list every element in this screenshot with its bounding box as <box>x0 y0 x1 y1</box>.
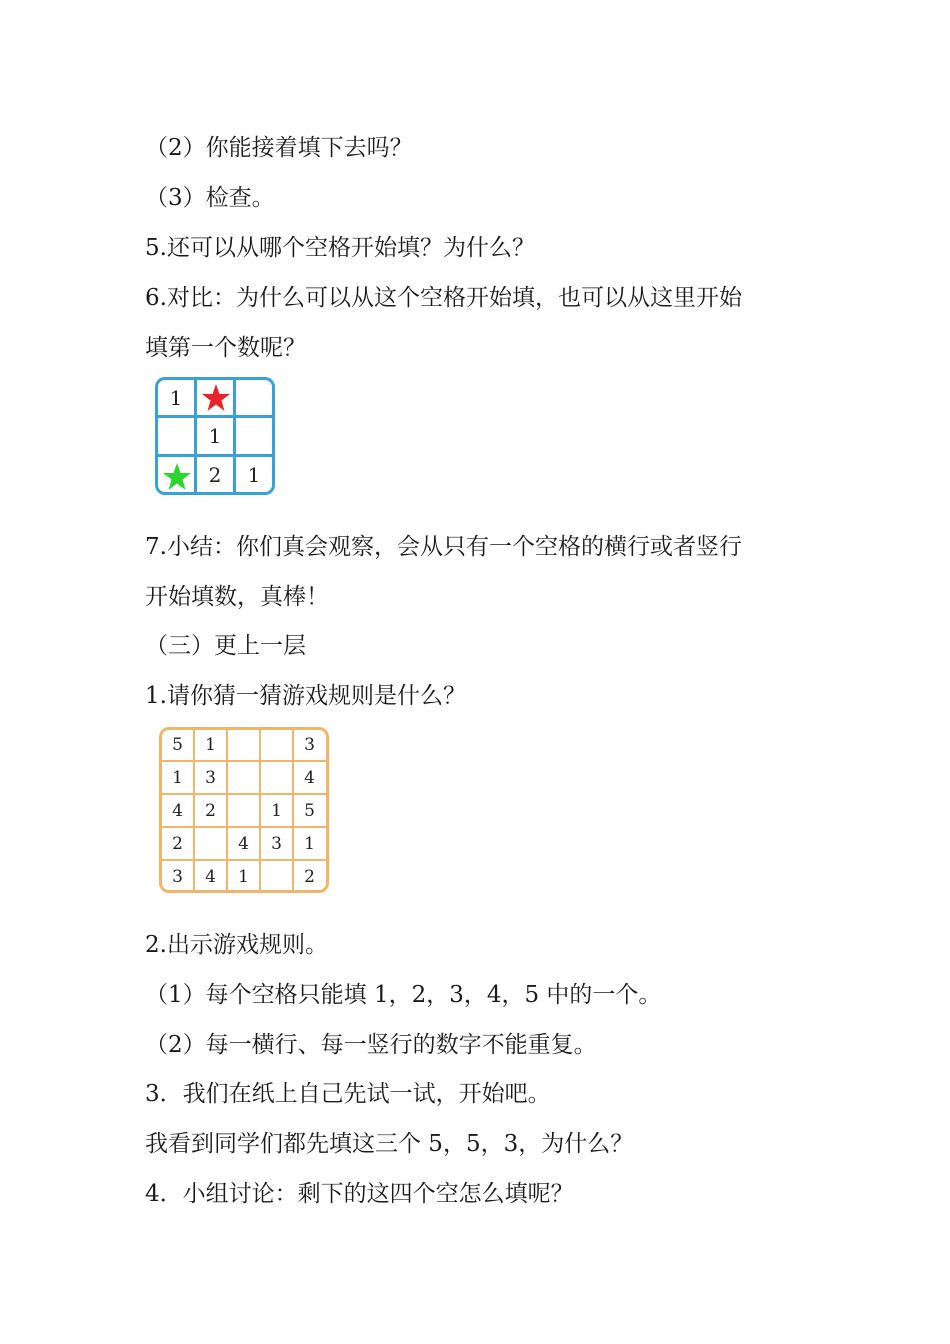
grid-5x5-cell <box>227 761 260 794</box>
grid-5x5-cell: 1 <box>304 833 315 854</box>
grid-5x5-cell: 1 <box>205 734 216 755</box>
grid-5x5-cell: 2 <box>205 800 216 821</box>
grid-5x5-cell: 2 <box>304 866 315 887</box>
grid-5x5-cell <box>227 728 260 761</box>
grid-3x3-cell: 1 <box>169 386 183 410</box>
grid-5x5-cell: 3 <box>205 767 216 788</box>
line-9: 1.请你猜一猜游戏规则是什么？ <box>145 683 466 709</box>
grid-5x5-cell: 1 <box>238 866 249 887</box>
grid-5x5-cell: 4 <box>172 800 183 821</box>
grid-5x5-cell: 4 <box>304 767 315 788</box>
line-5: 填第一个数呢？ <box>145 335 306 361</box>
grid-5x5-cell: 3 <box>304 734 315 755</box>
grid-5x5-cell <box>227 794 260 827</box>
grid-3x3-cell <box>157 417 195 455</box>
grid-5x5-cell: 1 <box>271 800 282 821</box>
line-3: 5.还可以从哪个空格开始填？为什么？ <box>145 235 535 261</box>
grid-5x5-cell <box>260 728 293 761</box>
line-8: （三）更上一层 <box>145 633 306 659</box>
grid-5x5-cell: 1 <box>172 767 183 788</box>
grid-3x3-cell <box>235 379 273 417</box>
grid-3x3-cell: 2 <box>208 463 222 487</box>
line-7: 开始填数，真棒！ <box>145 584 329 610</box>
grid-5x5-cell: 3 <box>172 866 183 887</box>
grid-5x5-cell: 5 <box>172 734 183 755</box>
green-star-icon <box>162 462 192 492</box>
grid-3x3-puzzle <box>155 377 289 501</box>
red-star-icon <box>201 383 231 413</box>
grid-3x3-cell: 1 <box>247 463 261 487</box>
line-4: 6.对比：为什么可以从这个空格开始填，也可以从这里开始 <box>145 285 742 311</box>
grid-5x5-puzzle <box>159 727 331 895</box>
grid-5x5-cell <box>260 860 293 893</box>
line-11: （1）每个空格只能填 1，2，3，4，5 中的一个。 <box>145 982 662 1008</box>
grid-3x3-cell <box>235 417 273 455</box>
line-2: （3）检查。 <box>145 185 275 211</box>
line-6: 7.小结：你们真会观察，会从只有一个空格的横行或者竖行 <box>145 534 742 560</box>
grid-5x5-cell: 4 <box>205 866 216 887</box>
grid-5x5-cell <box>194 827 227 860</box>
grid-5x5-cell <box>260 761 293 794</box>
grid-5x5-cell: 3 <box>271 833 282 854</box>
grid-5x5-cell: 4 <box>238 833 249 854</box>
line-1: （2）你能接着填下去吗？ <box>145 135 413 161</box>
line-10: 2.出示游戏规则。 <box>145 932 328 958</box>
line-13: 3．我们在纸上自己先试一试，开始吧。 <box>145 1081 551 1107</box>
grid-5x5-cell: 2 <box>172 833 183 854</box>
grid-3x3-cell: 1 <box>208 424 222 448</box>
line-15: 4．小组讨论：剩下的这四个空怎么填呢？ <box>145 1181 574 1207</box>
grid-5x5-cell: 5 <box>304 800 315 821</box>
line-12: （2）每一横行、每一竖行的数字不能重复。 <box>145 1032 597 1058</box>
line-14: 我看到同学们都先填这三个 5，5，3，为什么？ <box>145 1131 634 1157</box>
